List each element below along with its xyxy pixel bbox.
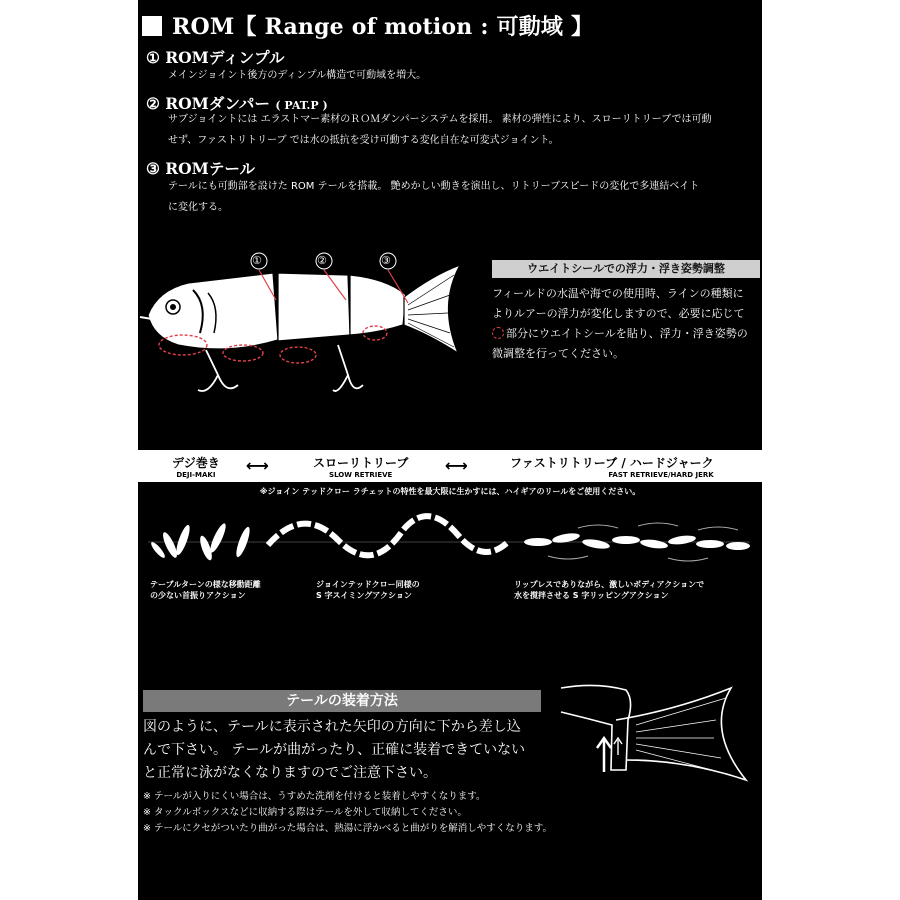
dashed-circle-icon xyxy=(492,327,504,339)
lure-diagram xyxy=(138,245,488,415)
feature-3-text: テールにも可動部を設けた ROM テールを搭載。 艶めかしい動きを演出し、リトリーブスピードの変化で多連結ベイト に変化する。 xyxy=(168,181,700,213)
tail-socket xyxy=(561,685,631,770)
insert-arrow-icon xyxy=(597,738,611,772)
action-3: リップレスでありながら、激しいボディアクションで 水を撹拌させる S 字リッピングアクション xyxy=(514,580,705,600)
mode-fast: ファストリトリーブ / ハードジャーク FAST RETRIEVE/HARD JERK xyxy=(510,456,714,479)
feature-2-text: サブジョイントには エラストマー素材のＲＯＭダンパーシステムを採用。 素材の弾性により、スローリトリーブでは可動 せず、ファストリトリーブ では水の抵抗を受け可動する変化自在な可変式ジョイント。 xyxy=(168,114,712,146)
page-title: ROM【 Range of motion : 可動域 】 xyxy=(172,14,594,40)
lure-tail xyxy=(404,265,460,353)
mode-deji: デジ巻き DEJI-MAKI xyxy=(172,456,220,479)
attach-note-2: ※ タックルボックスなどに収納する際はテールを外して収納してください。 xyxy=(143,807,467,818)
arrow-icon-2: ⟷ xyxy=(445,456,468,475)
swim-path-diagram xyxy=(138,500,762,580)
feature-2-title: ② ROMダンパー ( PAT.P ) xyxy=(146,94,328,113)
arrow-icon-1: ⟷ xyxy=(246,456,269,475)
lure-rear-segment xyxy=(350,275,406,335)
marker-3: ③ xyxy=(381,254,391,267)
feature-3-title: ③ ROMテール xyxy=(146,159,256,178)
rear-hook-icon xyxy=(338,345,363,388)
attach-note-1: ※ テールが入りにくい場合は、うすめた洗剤を付けると装着しやすくなります。 xyxy=(143,791,486,802)
retrieve-band xyxy=(138,450,762,610)
attach-note-3: ※ テールにクセがついたり曲がった場合は、熱湯に浮かべると曲がりを解消しやすくなります。 xyxy=(143,823,553,834)
lure-mid-segment xyxy=(278,273,350,341)
product-panel xyxy=(138,0,762,900)
tail-attach-diagram xyxy=(556,680,756,790)
weight-heading: ウエイトシールでの浮力・浮き姿勢調整 xyxy=(492,260,760,278)
marker-2: ② xyxy=(317,254,327,267)
front-hook-icon xyxy=(206,350,238,388)
attach-heading: テールの装着方法 xyxy=(143,690,541,712)
weight-text: フィールドの水温や海での使用時、ラインの種類に よりルアーの浮力が変化しますので、必要に応じて 部分にウエイトシールを貼り、浮力・浮き姿勢の 微調整を行ってください。 xyxy=(492,287,748,360)
action-1: テーブルターンの様な移動距離 の少ない首振りアクション xyxy=(150,580,261,600)
header-square-icon xyxy=(142,16,162,36)
marker-1: ① xyxy=(252,254,262,267)
action-2: ジョインテッドクロー同様の S 字スイミングアクション xyxy=(316,580,420,600)
feature-1-title: ① ROMディンプル xyxy=(146,48,285,67)
feature-1-text: メインジョイント後方のディンプル構造で可動域を増大。 xyxy=(168,70,427,81)
attach-text: 図のように、テールに表示された矢印の方向に下から差し込 んで下さい。 テールが曲がったり、正確に装着できていない と正常に泳がなくなりますのでご注意下さい。 xyxy=(143,719,526,781)
weight-spot-3 xyxy=(280,347,316,363)
mode-slow: スローリトリーブ SLOW RETRIEVE xyxy=(313,456,409,479)
retrieve-note: ※ジョイン テッドクロー ラチェットの特性を最大限に生かすには、ハイギアのリールをご使用ください。 xyxy=(259,487,641,496)
